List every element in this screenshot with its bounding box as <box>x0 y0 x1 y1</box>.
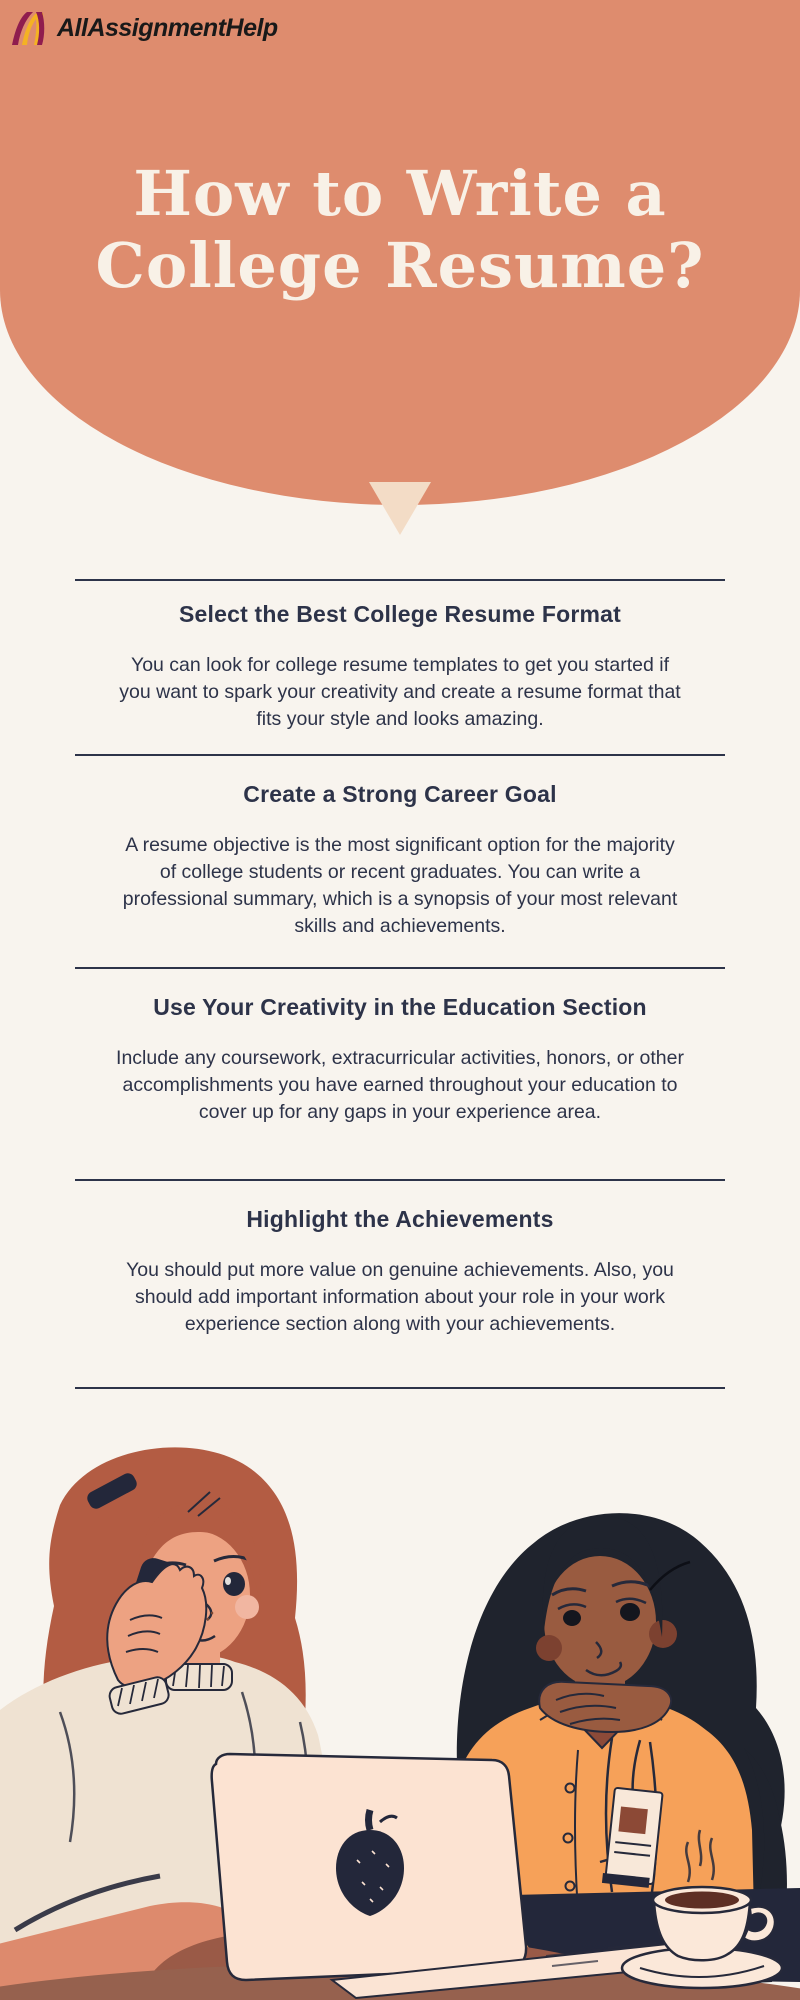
logo-mark-icon <box>10 10 50 46</box>
section-card <box>75 967 725 1179</box>
tips-list <box>75 579 725 1389</box>
page-title <box>0 158 800 302</box>
page-title-line1: How to Write a <box>133 157 667 230</box>
pointer-triangle-icon <box>369 482 431 535</box>
section-body: Include any coursework, extracurricular activities, honors, or other accomplishments you have earned throughout your education to cover up for any gaps in your experience area. <box>116 1047 684 1123</box>
section-body: You should put more value on genuine achievements. Also, you should add important information about your role in your work experience section along with your achievements. <box>126 1259 674 1335</box>
brand-logo <box>10 10 278 46</box>
section-body: You can look for college resume templates to get you started if you want to spark your creativity and create a resume format that fits your style and looks amazing. <box>119 654 681 730</box>
page-title-line2: College Resume? <box>95 229 705 302</box>
brand-name: AllAssignmentHelp <box>57 13 278 42</box>
section-card <box>75 1179 725 1387</box>
section-title: Create a Strong Career Goal <box>243 781 557 807</box>
section-title: Highlight the Achievements <box>246 1206 554 1232</box>
hero-banner <box>0 0 800 505</box>
students-illustration <box>0 1390 800 2000</box>
section-title: Select the Best College Resume Format <box>179 601 621 627</box>
divider <box>75 1387 725 1389</box>
section-body: A resume objective is the most significant option for the majority of college students or recent graduates. You can write a professional summary, which is a synopsis of your most relevant skills and achievements. <box>122 834 678 937</box>
section-card <box>75 754 725 967</box>
section-title: Use Your Creativity in the Education Section <box>153 994 647 1020</box>
section-card <box>75 579 725 754</box>
